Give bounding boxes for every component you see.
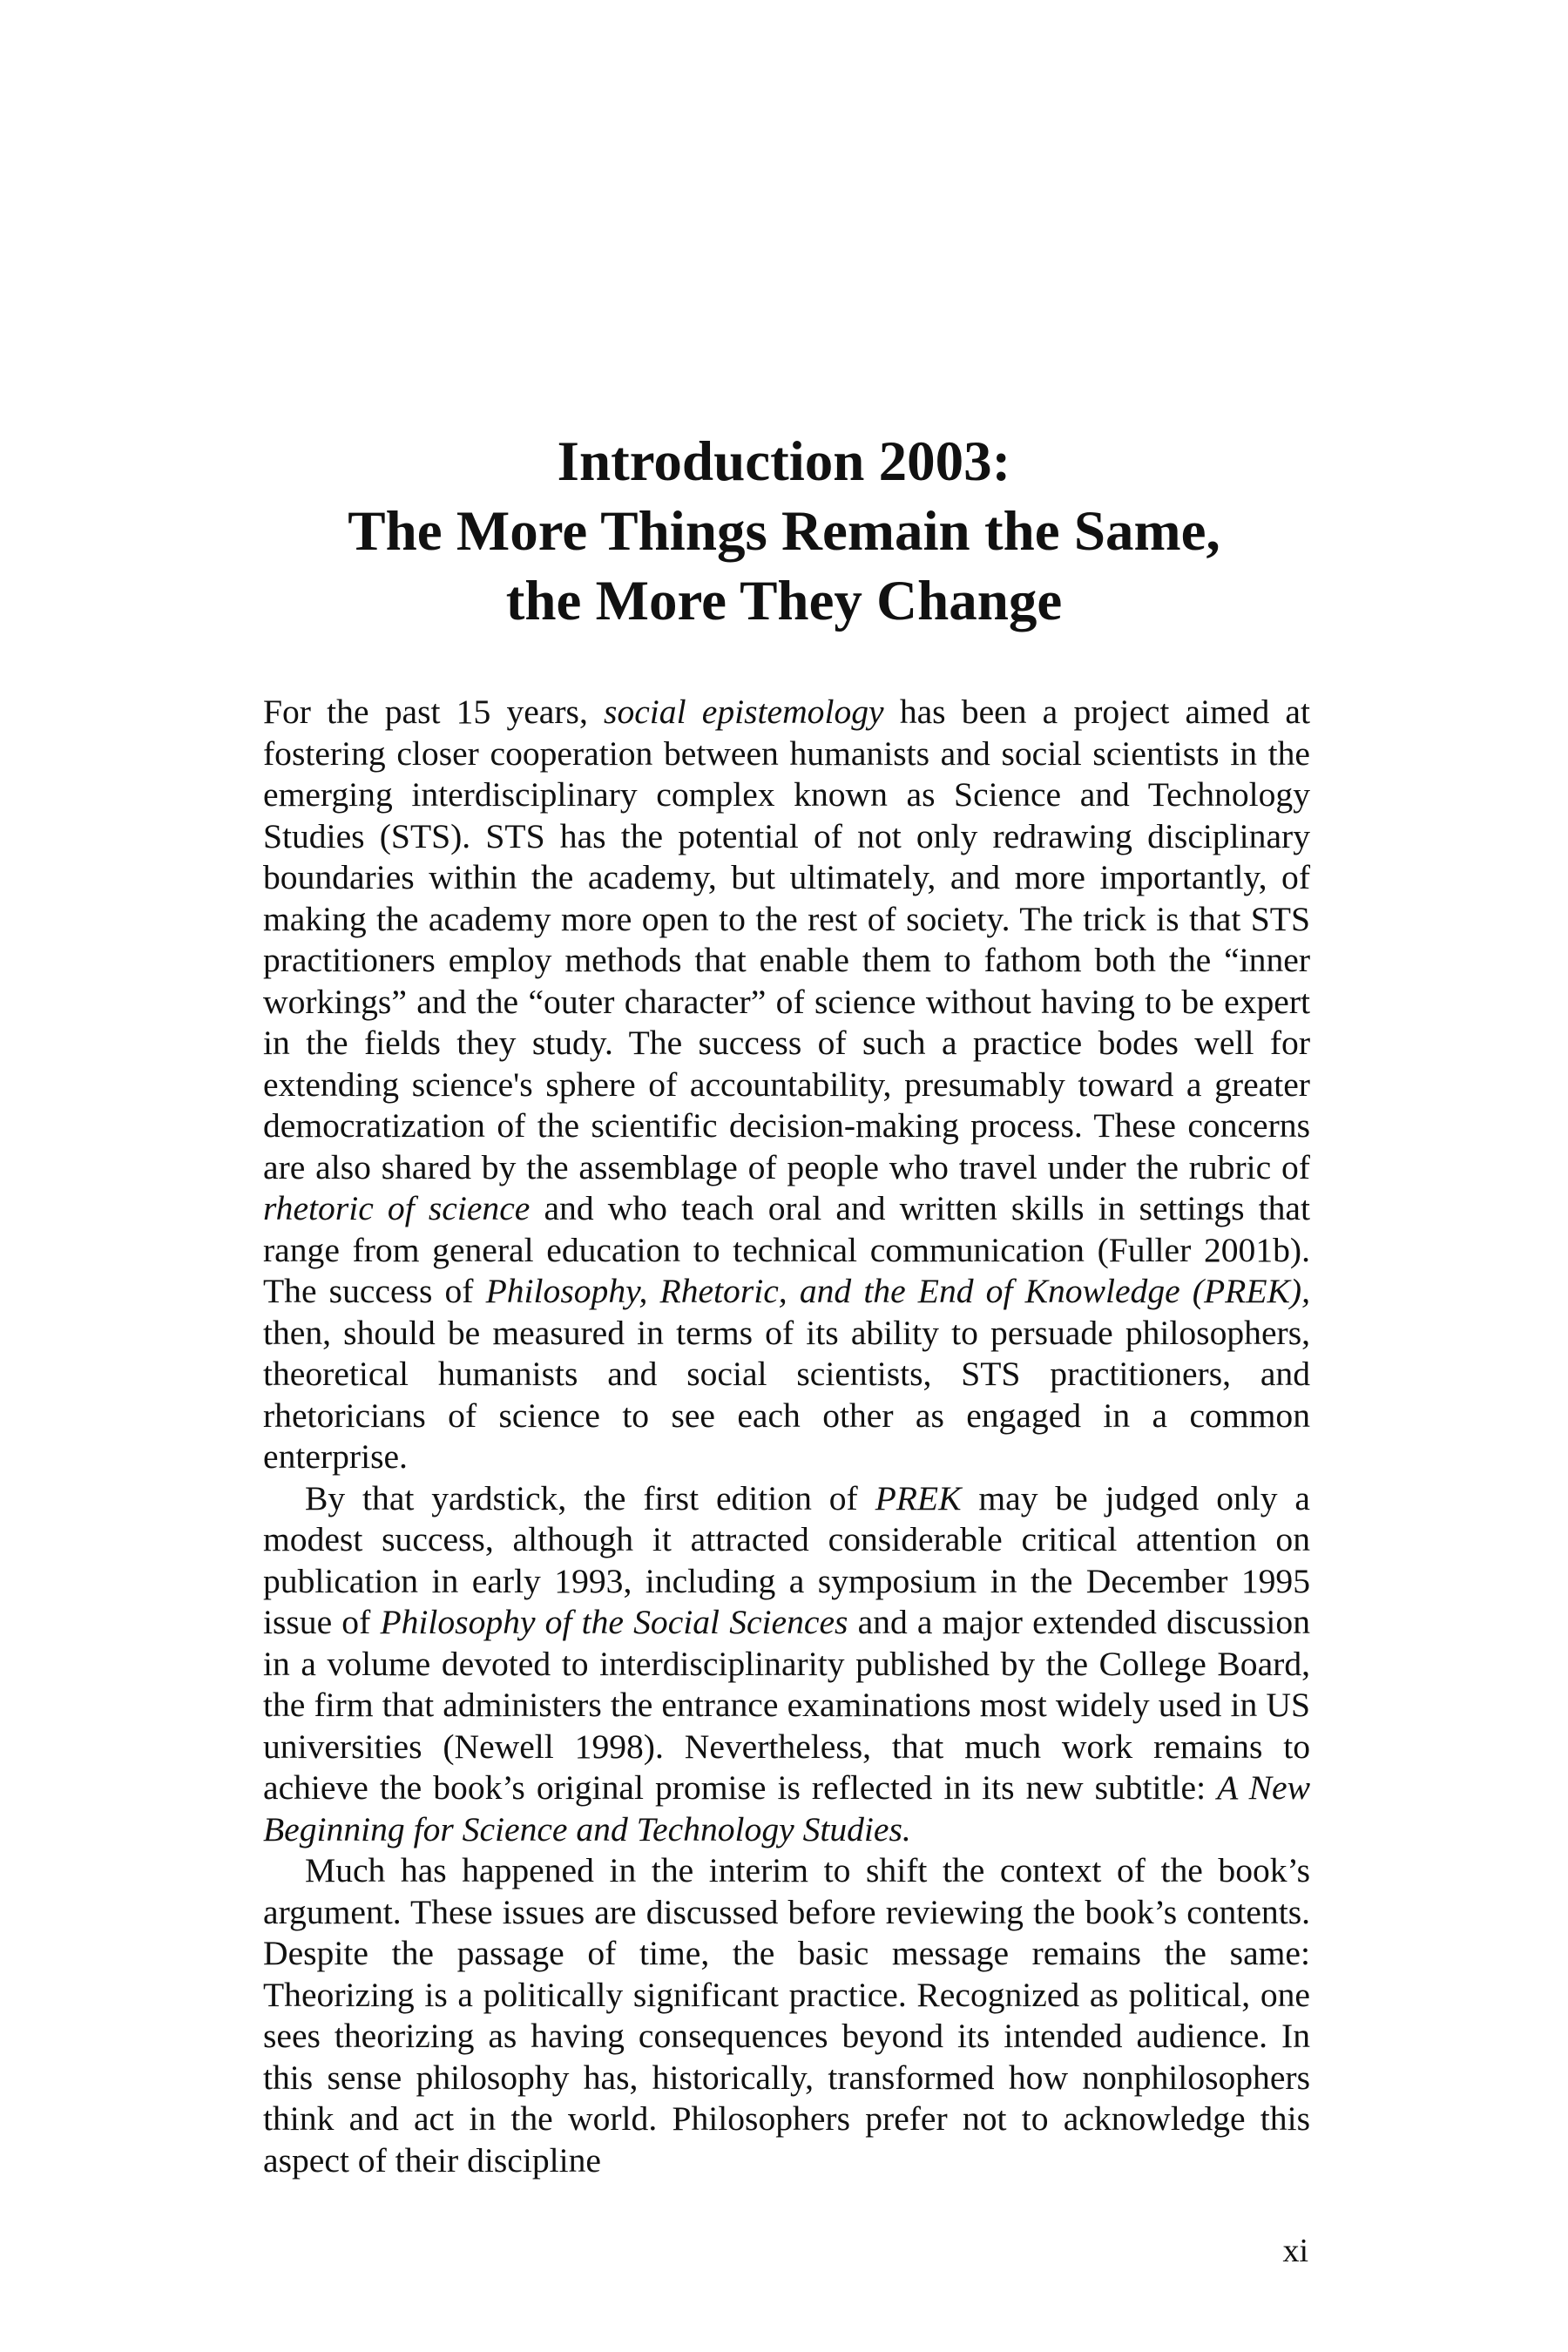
text-segment: By that yardstick, the first edition of bbox=[305, 1478, 875, 1517]
body-text bbox=[263, 692, 1310, 2181]
page-title bbox=[0, 427, 1568, 636]
italic-term: social epistemology bbox=[604, 693, 884, 731]
text-segment: and a major extended discussion in a volume devoted to interdisciplinarity published by the College Board, the firm that administers the entrance examinations most widely used in US universities (Newell 1998). Nevertheless, that much work remains to achieve the book’s original promise is reflected in its new subtitle: bbox=[263, 1603, 1310, 1807]
paragraph bbox=[263, 1478, 1310, 1851]
text-segment: has been a project aimed at fostering closer cooperation between humanists and social scientists in the emerging interdisciplinary complex known as Science and Technology Studies (STS). STS has the potential of not only redrawing disciplinary boundaries within the academy, but ultimately, and more importantly, of making the academy more open to the rest of society. The trick is that STS practitioners employ methods that enable them to fathom both the “inner workings” and the “outer character” of science without having to be expert in the fields they study. The success of such a practice bodes well for extending science's sphere of accountability, presumably toward a greater democratization of the scientific decision-making process. These concerns are also shared by the assemblage of people who travel under the rubric of bbox=[263, 693, 1310, 1186]
book-title: Philosophy, Rhetoric, and the End of Knowledge (PREK), bbox=[485, 1272, 1310, 1310]
text-segment: For the past 15 years, bbox=[263, 693, 605, 731]
text-segment: then, should be measured in terms of its ability to persuade philosophers, theoretical humanists and social scientists, STS practitioners, and rhetoricians of science to see each other as engaged in a common enterprise. bbox=[263, 1313, 1310, 1476]
journal-title: Philosophy of the Social Sciences bbox=[380, 1603, 848, 1641]
paragraph bbox=[263, 1850, 1310, 2181]
title-line-1: Introduction 2003: bbox=[557, 430, 1011, 493]
italic-term: rhetoric of science bbox=[263, 1189, 531, 1227]
title-line-3: the More They Change bbox=[505, 570, 1063, 632]
text-segment: Much has happened in the interim to shift the context of the book’s argument. These issues are discussed before reviewing the book’s contents. Despite the passage of time, the basic message remains the same: Theorizing is a politically significant practice. Recognized as political, one sees theorizing as having consequences beyond its intended audience. In this sense philosophy has, historically, transformed how nonphilosophers think and act in the world. Philosophers prefer not to acknowledge this aspect of their discipline bbox=[263, 1851, 1310, 2180]
title-line-2: The More Things Remain the Same, bbox=[348, 500, 1220, 563]
paragraph bbox=[263, 692, 1310, 1478]
book-title: PREK bbox=[875, 1478, 962, 1517]
subtitle: A New Beginning for Science and Technology Studies. bbox=[263, 1768, 1310, 1848]
text-segment: may be judged only a modest success, although it attracted considerable critical attention on publication in early 1993, including a symposium in the December 1995 issue of bbox=[263, 1478, 1310, 1641]
page-number: xi bbox=[1282, 2233, 1308, 2269]
text-segment: and who teach oral and written skills in settings that range from general education to technical communication (Fuller 2001b). The success of bbox=[263, 1189, 1310, 1310]
